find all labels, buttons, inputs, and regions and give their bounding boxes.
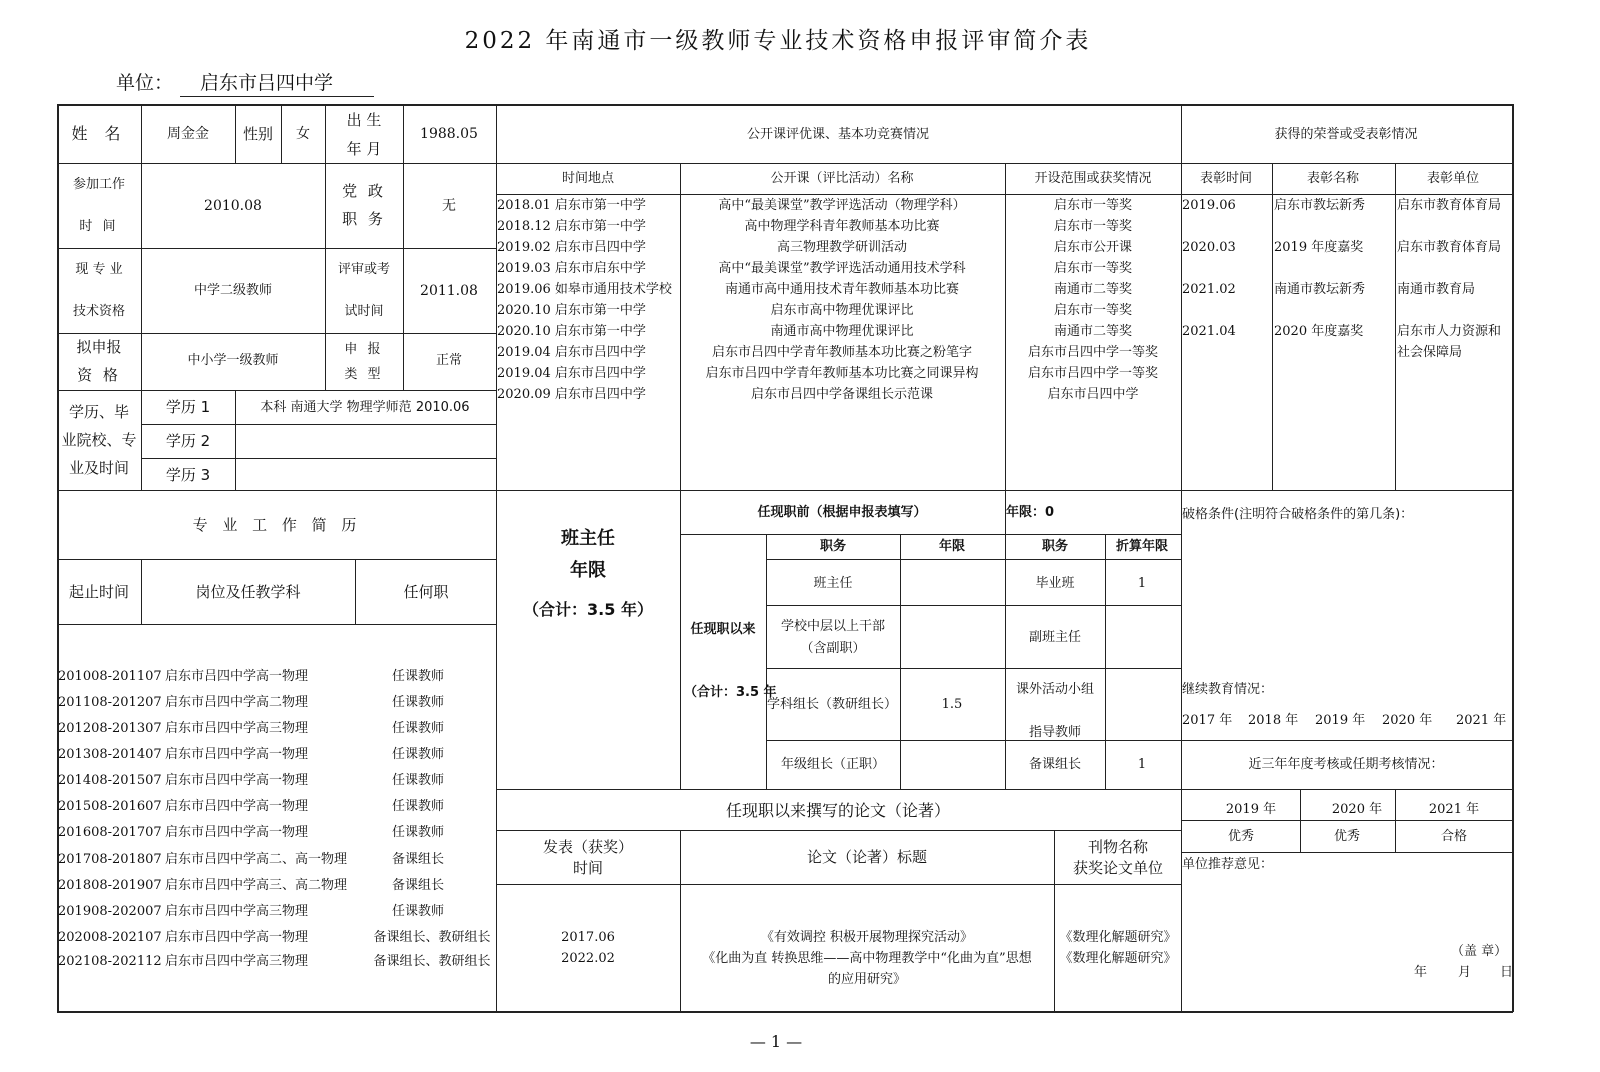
paper-time: 2022.02 [561, 951, 615, 966]
history-post: 启东市吕四中学高一物理 [165, 825, 309, 840]
edu2-label: 学历 2 [165, 432, 211, 450]
ht-r1-duty2: 毕业班 [1035, 576, 1075, 591]
ht-r4-duty: 年级组长（正职） [780, 757, 886, 772]
cur-qual-label-2: 技术资格 [72, 304, 126, 319]
honor-unit-line2: 社会保障局 [1397, 345, 1463, 360]
name-label: 姓 名 [71, 124, 127, 143]
gender-value: 女 [296, 126, 310, 142]
papers-col-time-2: 时间 [572, 859, 604, 877]
recommendation-label: 单位推荐意见： [1182, 857, 1274, 872]
ht-col-years: 年限 [938, 539, 966, 554]
lesson-name: 启东市高中物理优课评比 [770, 303, 914, 318]
ht-r1-conv: 1 [1137, 576, 1147, 591]
history-role: 任课教师 [391, 799, 445, 814]
history-post: 启东市吕四中学高一物理 [165, 799, 309, 814]
history-role: 任课教师 [391, 721, 445, 736]
lesson-scope: 启东市一等奖 [1053, 261, 1133, 276]
honor-unit: 南通市教育局 [1397, 282, 1476, 297]
page-title: 2022 年南通市一级教师专业技术资格申报评审简介表 [464, 28, 1092, 54]
eval-time-label-2: 试时间 [344, 304, 384, 319]
history-col-role: 任何职 [403, 583, 449, 601]
papers-col-journal-2: 获奖论文单位 [1072, 859, 1164, 877]
honor-time: 2019.06 [1182, 198, 1236, 213]
ht-r3-duty2-1: 课外活动小组 [1015, 682, 1095, 697]
lesson-scope: 启东市公开课 [1053, 240, 1133, 255]
edu1-label: 学历 1 [165, 398, 211, 416]
honor-time: 2021.04 [1182, 324, 1236, 339]
work-time-label-2: 时 间 [79, 219, 119, 234]
lesson-time: 2019.06 如皋市通用技术学校 [497, 282, 672, 297]
apply-qual-label-1: 拟申报 [76, 338, 122, 356]
since-total: （合计：3.5 年 [684, 685, 777, 700]
eval-time-value: 2011.08 [420, 283, 478, 299]
apply-type-label-2: 类 型 [344, 367, 384, 382]
cur-qual-value: 中学二级教师 [193, 283, 273, 298]
lessons-header: 公开课评优课、基本功竞赛情况 [746, 127, 930, 142]
lesson-time: 2019.02 启东市吕四中学 [497, 240, 646, 255]
honor-name: 启东市教坛新秀 [1274, 198, 1366, 213]
eval-result: 合格 [1440, 829, 1468, 844]
continuing-edu-label: 继续教育情况： [1182, 682, 1274, 697]
lesson-time: 2020.10 启东市第一中学 [497, 303, 646, 318]
honor-unit: 启东市人力资源和 [1397, 324, 1502, 339]
history-col-time: 起止时间 [68, 583, 130, 601]
unit-value: 启东市吕四中学 [200, 72, 334, 94]
lesson-time: 2019.04 启东市吕四中学 [497, 345, 646, 360]
history-role: 任课教师 [391, 747, 445, 762]
history-role: 备课组长 [391, 852, 445, 867]
edu1-value: 本科 南通大学 物理学师范 2010.06 [260, 400, 470, 415]
lesson-name: 南通市高中物理优课评比 [770, 324, 914, 339]
lessons-col-scope: 开设范围或获奖情况 [1034, 171, 1152, 186]
edu3-label: 学历 3 [165, 466, 211, 484]
edu-year: 2017 年 [1182, 713, 1233, 728]
edu-label-1: 学历、毕 [68, 403, 130, 421]
eval-year: 2020 年 [1331, 802, 1383, 817]
lesson-time: 2019.04 启东市吕四中学 [497, 366, 646, 381]
ht-col-duty2: 职务 [1041, 539, 1069, 554]
history-time: 201208-201307 [58, 721, 162, 736]
paper-journal: 《数理化解题研究》 [1059, 930, 1177, 945]
papers-col-time-1: 发表（获奖） [542, 838, 634, 856]
lesson-scope: 启东市吕四中学 [1047, 387, 1139, 402]
lesson-name: 启东市吕四中学青年教师基本功比赛之粉笔字 [711, 345, 973, 360]
history-post: 启东市吕四中学高三物理 [165, 721, 309, 736]
honor-name: 2020 年度嘉奖 [1274, 324, 1364, 339]
birth-label-1: 出 生 [346, 111, 382, 129]
before-label: 任现职前（根据申报表填写） [757, 505, 927, 520]
history-time: 202008-202107 [58, 930, 162, 945]
paper-title: 《有效调控 积极开展物理探究活动》 [760, 930, 974, 945]
ht-r2-duty2: 副班主任 [1028, 630, 1082, 645]
honor-name: 南通市教坛新秀 [1274, 282, 1366, 297]
lesson-time: 2018.01 启东市第一中学 [497, 198, 646, 213]
honors-col-unit: 表彰单位 [1426, 171, 1480, 186]
work-time-value: 2010.08 [204, 198, 262, 214]
lesson-scope: 启东市一等奖 [1053, 219, 1133, 234]
history-time: 201308-201407 [58, 747, 162, 762]
history-time: 201808-201907 [58, 878, 162, 893]
page-number: — 1 — [749, 1032, 803, 1051]
history-post: 启东市吕四中学高三、高二物理 [165, 878, 348, 893]
eval-time-label-1: 评审或考 [337, 262, 391, 277]
lessons-col-name: 公开课（评比活动）名称 [770, 171, 914, 186]
headteacher-total: （合计：3.5 年） [523, 600, 653, 619]
birth-label-2: 年 月 [346, 140, 382, 158]
ht-r2-duty-1: 学校中层以上干部 [780, 619, 886, 634]
break-conditions-label: 破格条件(注明符合破格条件的第几条)： [1182, 507, 1414, 522]
history-post: 启东市吕四中学高一物理 [165, 747, 309, 762]
honors-col-time: 表彰时间 [1199, 171, 1253, 186]
eval-result: 优秀 [1333, 829, 1361, 844]
history-post: 启东市吕四中学高三物理 [165, 954, 309, 969]
lesson-time: 2020.10 启东市第一中学 [497, 324, 646, 339]
lessons-col-time: 时间地点 [561, 171, 615, 186]
papers-header: 任现职以来撰写的论文（论著） [725, 801, 951, 820]
history-post: 启东市吕四中学高一物理 [165, 930, 309, 945]
history-col-post: 岗位及任教学科 [195, 583, 301, 601]
date-day: 日 [1500, 965, 1514, 980]
lesson-time: 2020.09 启东市吕四中学 [497, 387, 646, 402]
paper-title-line2: 的应用研究》 [827, 972, 907, 987]
date-month: 月 [1458, 965, 1472, 980]
history-post: 启东市吕四中学高二物理 [165, 695, 309, 710]
lesson-scope: 南通市二等奖 [1053, 282, 1133, 297]
honor-unit: 启东市教育体育局 [1397, 198, 1502, 213]
ht-r4-conv: 1 [1137, 757, 1147, 772]
paper-journal: 《数理化解题研究》 [1059, 951, 1177, 966]
honor-time: 2020.03 [1182, 240, 1236, 255]
ht-col-conv: 折算年限 [1115, 539, 1169, 554]
edu-label-2: 业院校、专 [61, 431, 137, 449]
history-role: 备课组长、教研组长 [373, 930, 491, 945]
eval-year: 2019 年 [1225, 802, 1277, 817]
work-time-label-1: 参加工作 [72, 177, 126, 192]
history-time: 202108-202112 [58, 954, 162, 969]
papers-col-title: 论文（论著）标题 [806, 848, 928, 866]
lesson-name: 南通市高中通用技术青年教师基本功比赛 [724, 282, 960, 297]
paper-title: 《化曲为直 转换思维——高中物理教学中“化曲为直”思想 [702, 951, 1032, 966]
lesson-name: 启东市吕四中学备课组长示范课 [750, 387, 934, 402]
history-time: 201508-201607 [58, 799, 162, 814]
history-role: 任课教师 [391, 669, 445, 684]
lesson-name: 高三物理教学研训活动 [776, 240, 908, 255]
edu-year: 2019 年 [1315, 713, 1366, 728]
party-label-1: 党 政 [342, 182, 386, 200]
history-role: 任课教师 [391, 825, 445, 840]
lesson-name: 高中“最美课堂”教学评选活动（物理学科） [718, 198, 966, 213]
lesson-name: 高中物理学科青年教师基本功比赛 [744, 219, 940, 234]
history-time: 201908-202007 [58, 904, 162, 919]
edu-label-3: 业及时间 [68, 459, 130, 477]
history-time: 201408-201507 [58, 773, 162, 788]
lesson-name: 高中“最美课堂”教学评选活动通用技术学科 [718, 261, 966, 276]
history-time: 201108-201207 [58, 695, 162, 710]
edu-year: 2018 年 [1248, 713, 1299, 728]
ht-r3-duty2-2: 指导教师 [1028, 725, 1082, 740]
honor-name: 2019 年度嘉奖 [1274, 240, 1364, 255]
lesson-scope: 启东市一等奖 [1053, 303, 1133, 318]
ht-r4-duty2: 备课组长 [1028, 757, 1082, 772]
ht-r3-years: 1.5 [941, 697, 963, 712]
date-year: 年 [1414, 965, 1428, 980]
honor-unit: 启东市教育体育局 [1397, 240, 1502, 255]
history-role: 备课组长、教研组长 [373, 954, 491, 969]
name-value: 周金金 [167, 126, 209, 142]
lesson-scope: 启东市吕四中学一等奖 [1027, 345, 1159, 360]
lesson-scope: 启东市吕四中学一等奖 [1027, 366, 1159, 381]
edu-year: 2021 年 [1456, 713, 1507, 728]
history-role: 任课教师 [391, 695, 445, 710]
annual-eval-label: 近三年年度考核或任期考核情况： [1248, 757, 1444, 772]
history-time: 201008-201107 [58, 669, 162, 684]
seal-text: （盖 章） [1451, 944, 1508, 959]
history-post: 启东市吕四中学高二、高一物理 [165, 852, 348, 867]
history-role: 任课教师 [391, 773, 445, 788]
edu-year: 2020 年 [1382, 713, 1433, 728]
honor-time: 2021.02 [1182, 282, 1236, 297]
apply-qual-value: 中小学一级教师 [187, 353, 279, 368]
cur-qual-label-1: 现 专 业 [75, 262, 123, 277]
since-label: 任现职以来 [690, 622, 756, 637]
lesson-name: 启东市吕四中学青年教师基本功比赛之同课异构 [705, 366, 979, 381]
history-post: 启东市吕四中学高一物理 [165, 773, 309, 788]
birth-value: 1988.05 [420, 126, 478, 142]
apply-type-label-1: 申 报 [344, 342, 384, 357]
ht-r2-duty-2: （含副职） [800, 641, 866, 656]
eval-year: 2021 年 [1428, 802, 1480, 817]
paper-time: 2017.06 [561, 930, 615, 945]
ht-col-duty: 职务 [819, 539, 847, 554]
ht-r1-duty: 班主任 [813, 576, 853, 591]
honors-col-name: 表彰名称 [1306, 171, 1360, 186]
ht-r3-duty: 学科组长（教研组长） [767, 697, 898, 712]
gender-label: 性别 [242, 125, 274, 143]
history-header: 专 业 工 作 简 历 [192, 516, 362, 534]
honors-header: 获得的荣誉或受表彰情况 [1274, 127, 1418, 142]
apply-qual-label-2: 资 格 [77, 366, 121, 384]
eval-result: 优秀 [1227, 829, 1255, 844]
lesson-scope: 启东市一等奖 [1053, 198, 1133, 213]
headteacher-title-1: 班主任 [561, 528, 615, 549]
history-post: 启东市吕四中学高三物理 [165, 904, 309, 919]
unit-underline [180, 96, 374, 97]
papers-col-journal-1: 刊物名称 [1087, 838, 1149, 856]
lesson-scope: 南通市二等奖 [1053, 324, 1133, 339]
history-post: 启东市吕四中学高一物理 [165, 669, 309, 684]
lesson-time: 2019.03 启东市启东中学 [497, 261, 646, 276]
apply-type-value: 正常 [435, 353, 463, 368]
lesson-time: 2018.12 启东市第一中学 [497, 219, 646, 234]
history-time: 201708-201807 [58, 852, 162, 867]
unit-label: 单位： [116, 72, 174, 94]
party-value: 无 [442, 198, 456, 214]
party-label-2: 职 务 [342, 210, 386, 228]
history-role: 任课教师 [391, 904, 445, 919]
history-role: 备课组长 [391, 878, 445, 893]
before-years: 年限：0 [1006, 505, 1055, 520]
headteacher-title-2: 年限 [570, 560, 606, 581]
history-time: 201608-201707 [58, 825, 162, 840]
